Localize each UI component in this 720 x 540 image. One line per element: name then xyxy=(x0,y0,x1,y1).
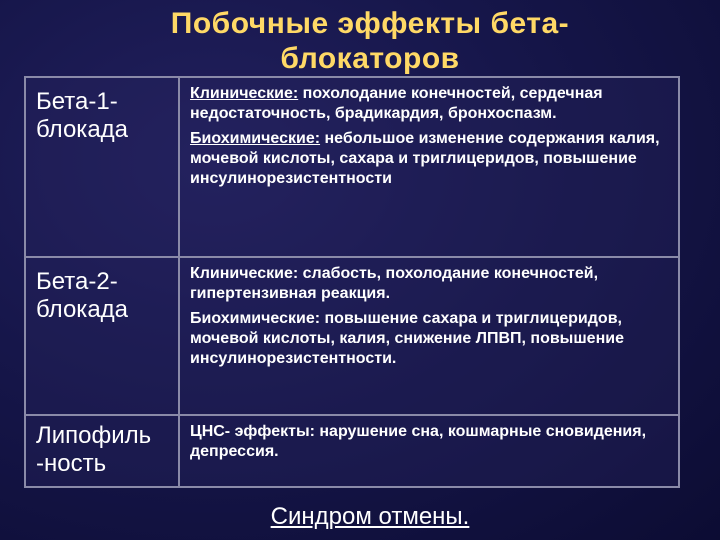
row-header-beta1 xyxy=(26,78,180,256)
row-header-line2: блокада xyxy=(36,116,129,143)
table-row-beta2 xyxy=(26,256,678,414)
row-header-line1: Бета-1- xyxy=(36,88,118,115)
row-content-beta1 xyxy=(180,78,678,256)
slide-title-line2: блокаторов xyxy=(280,42,460,75)
cns-effects: ЦНС- эффекты: нарушение сна, кошмарные сновидения, депрессия. xyxy=(190,423,647,460)
biochemical-text: небольшое изменение содержания калия, мочевой кислоты, сахара и триглицеридов, повышение инсулинорезистентности xyxy=(190,130,660,187)
row-header-line2: блокада xyxy=(36,296,129,323)
row-header-line1: Бета-2- xyxy=(36,268,118,295)
clinical-text: похолодание конечностей, сердечная недостаточность, брадикардия, бронхоспазм. xyxy=(190,85,603,122)
side-effects-table xyxy=(24,76,680,488)
slide-title-line1: Побочные эффекты бета- xyxy=(170,7,570,40)
row-header-beta2 xyxy=(26,258,180,414)
row-content-lipophilicity xyxy=(180,416,678,486)
row-header-line2: -ность xyxy=(36,450,107,477)
row-header-line1: Липофиль xyxy=(36,422,152,449)
clinical-effects xyxy=(190,84,674,124)
slide-title xyxy=(90,6,650,76)
row-content-beta2 xyxy=(180,258,678,414)
biochemical-label: Биохимические: xyxy=(190,130,321,147)
clinical-effects: Клинические: слабость, похолодание конечностей, гипертензивная реакция. xyxy=(190,265,599,302)
table-row-lipophilicity xyxy=(26,414,678,486)
biochemical-effects xyxy=(190,129,674,189)
row-header-lipophilicity xyxy=(26,416,180,486)
clinical-label: Клинические: xyxy=(190,85,299,102)
biochemical-effects: Биохимические: повышение сахара и триглицеридов, мочевой кислоты, калия, снижение ЛПВП, повышение инсулинорезистентности. xyxy=(190,310,624,367)
table-row-beta1 xyxy=(26,78,678,256)
withdrawal-syndrome-link[interactable]: Синдром отмены. xyxy=(270,503,470,530)
